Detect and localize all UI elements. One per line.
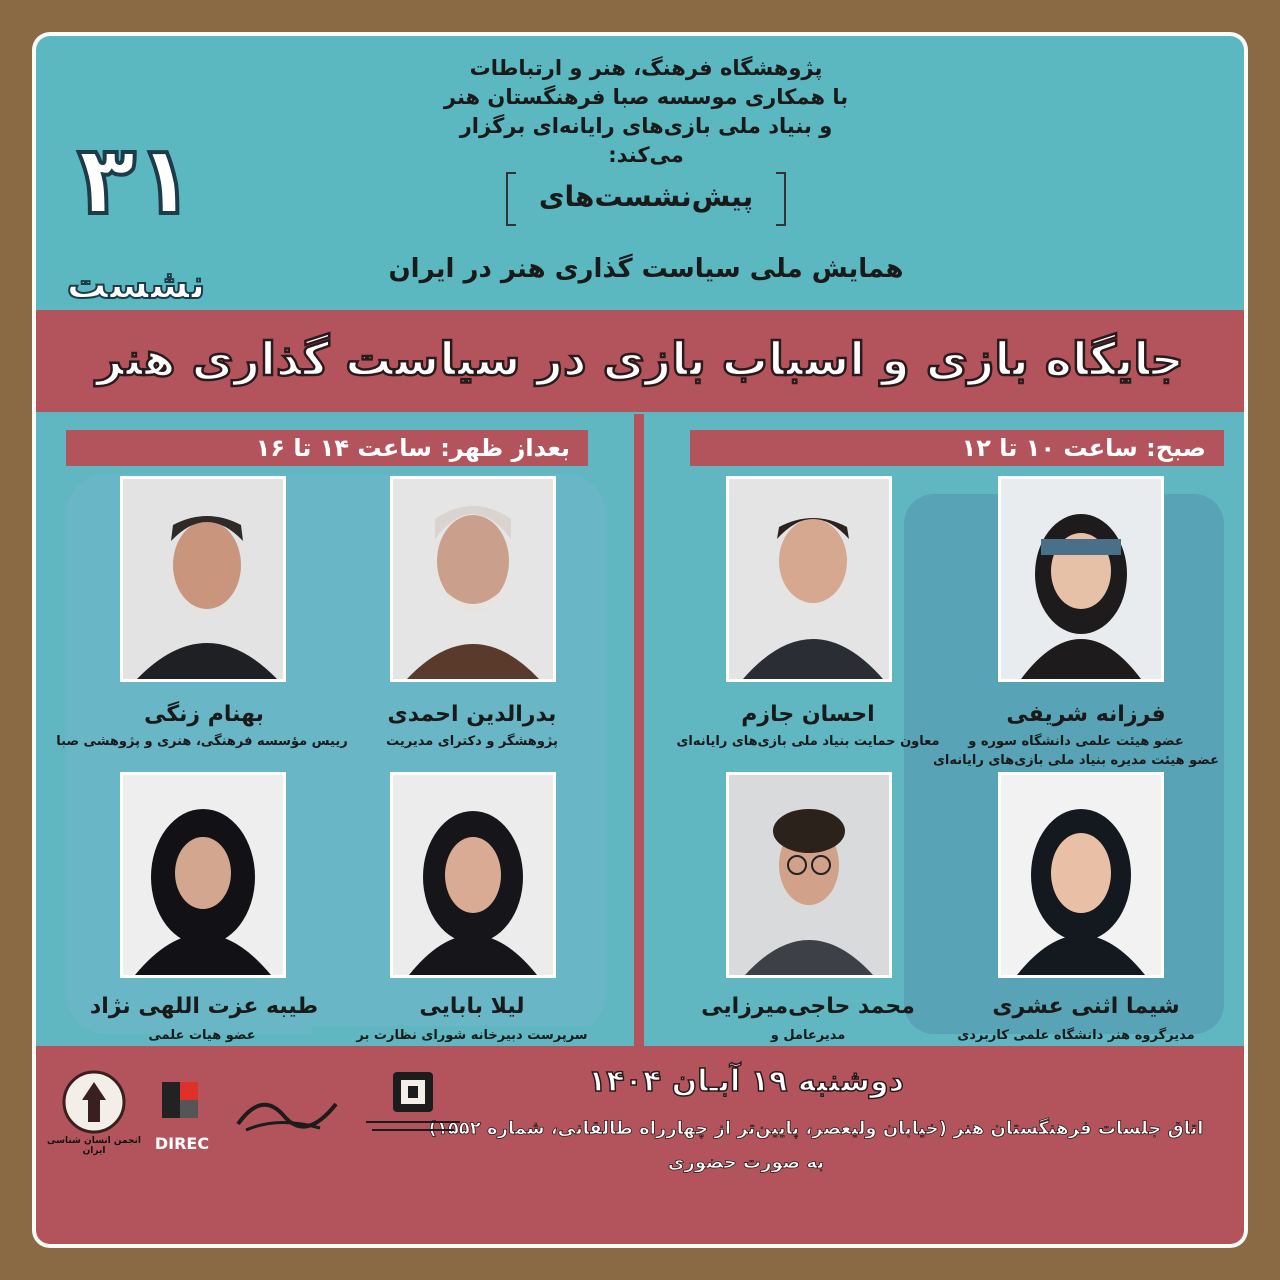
event-address: اتاق جلسات فرهنگستان هنر (خیابان ولیعصر، پایین‌تر از چهارراه طالقانی، شماره ۱۵۵۲) <box>428 1118 1204 1139</box>
logo-caption: انجمن انسان شناسی ایران <box>47 1136 141 1156</box>
speaker-photo-farzaneh-sharifi <box>998 476 1164 682</box>
speaker-name: لیلا بابایی <box>419 994 525 1019</box>
speaker-role: مدیرعامل و <box>770 1028 846 1043</box>
conference-title: همایش ملی سیاست گذاری هنر در ایران <box>388 254 904 284</box>
speaker-role: رییس مؤسسه فرهنگی، هنری و پژوهشی صبا <box>56 734 348 749</box>
speaker-photo-shima-esna-ashari <box>998 772 1164 978</box>
speaker-name: طیبه عزت اللهی نژاد <box>89 994 319 1019</box>
speaker-role: مدیرگروه هنر دانشگاه علمی کاربردی <box>957 1028 1195 1043</box>
speaker-role: عضو هیات علمی <box>148 1028 256 1043</box>
org-line: پژوهشگاه فرهنگ، هنر و ارتباطات <box>469 56 823 80</box>
organizers <box>436 54 856 170</box>
speaker-role: سرپرست دبیرخانه شورای نظارت بر <box>312 1026 632 1064</box>
speaker-role: عضو هیئت علمی دانشگاه سوره و عضو هیئت مدیره بنیاد ملی بازی‌های رایانه‌ای <box>933 734 1219 768</box>
event-title: جایگاه بازی و اسباب بازی در سیاست گذاری هنر <box>96 332 1184 386</box>
speaker-photo-leila-babaei <box>390 772 556 978</box>
pre-sessions-box <box>506 172 786 226</box>
speaker-photo-ehsan-jazem <box>726 476 892 682</box>
speaker-photo-behnam-zangi <box>120 476 286 682</box>
org-line: با همکاری موسسه صبا فرهنگستان هنر <box>443 85 849 109</box>
speaker-role: معاون حمایت بنیاد ملی بازی‌های رایانه‌ای <box>676 734 940 749</box>
afternoon-time-bar: بعداز ظهر: ساعت ۱۴ تا ۱۶ <box>66 430 588 466</box>
speaker-photo-tayebeh-ezatollahi-nejad <box>120 772 286 978</box>
divider <box>634 414 644 1046</box>
event-date: دوشنبه ۱۹ آبـان ۱۴۰۴ <box>587 1064 905 1099</box>
speaker-photo-mohammad-haji-mirzaei <box>726 772 892 978</box>
honar-negarestan-logo <box>232 1086 342 1136</box>
direc-logo <box>148 1078 216 1134</box>
speaker-photo-badreddin-ahmadi <box>390 476 556 682</box>
speaker-role: پژوهشگر و دکترای مدیریت <box>386 734 558 749</box>
org-line: و بنیاد ملی بازی‌های رایانه‌ای برگزار می‌کند: <box>459 114 833 167</box>
speaker-name: بهنام زنگی <box>144 702 264 727</box>
pre-sessions-label: پیش‌نشست‌های <box>538 180 754 213</box>
speaker-name: شیما اثنی عشری <box>992 994 1180 1019</box>
poster <box>36 36 1244 1244</box>
morning-time-bar: صبح: ساعت ۱۰ تا ۱۲ <box>690 430 1224 466</box>
session-word: نشست <box>66 262 206 308</box>
speaker-name: بدرالدین احمدی <box>387 702 557 727</box>
session-number: ۳۱ <box>77 124 195 236</box>
research-institute-logo <box>358 1070 468 1144</box>
speaker-name: احسان جازم <box>741 702 875 727</box>
logo-caption: DIREC <box>154 1134 210 1153</box>
speaker-name: محمد حاجی‌میرزایی <box>701 994 915 1019</box>
anthropology-society-logo <box>62 1070 126 1134</box>
speaker-name: فرزانه شریفی <box>1006 702 1166 727</box>
event-mode: به صورت حضوری <box>667 1152 825 1173</box>
